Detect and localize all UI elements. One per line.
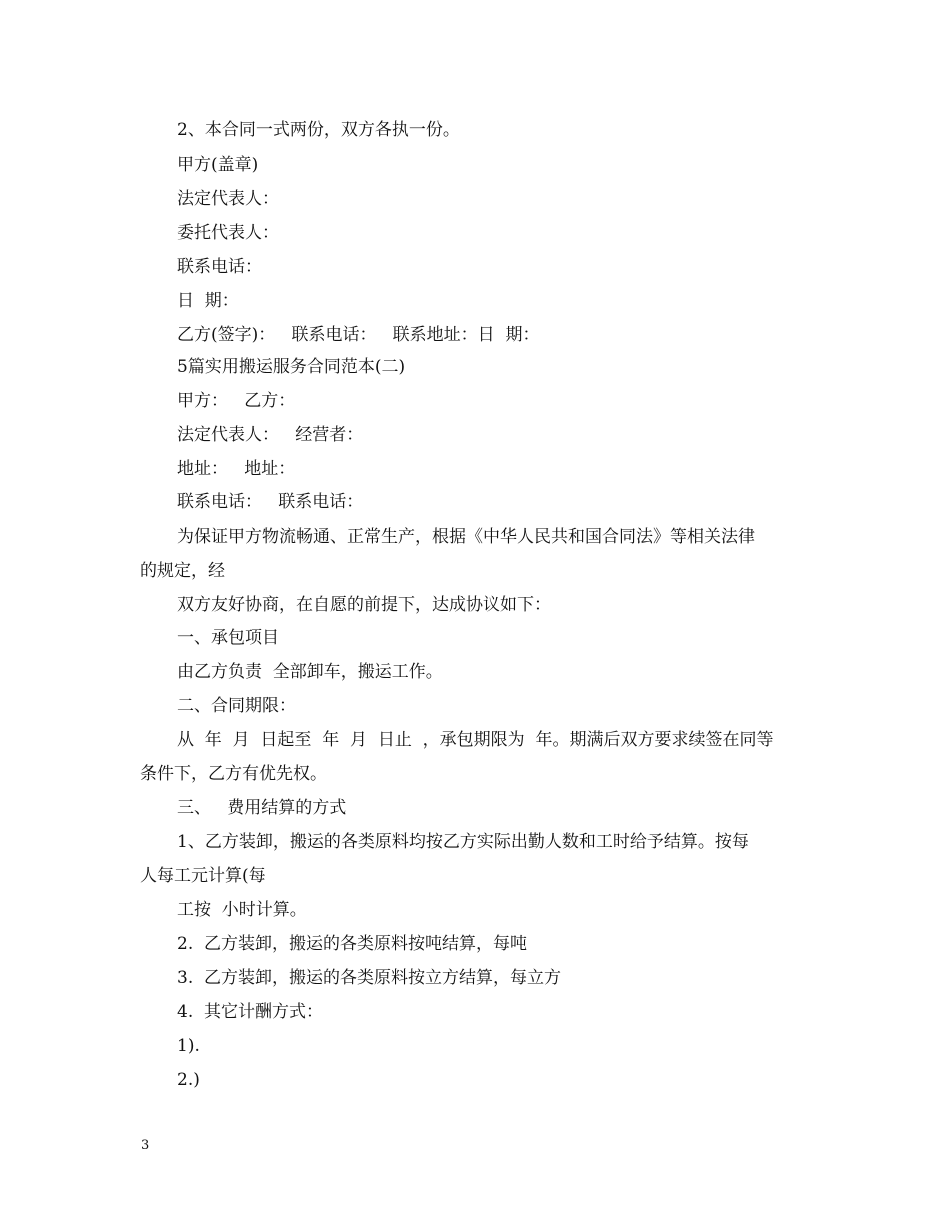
- date-line: 日 期：: [177, 291, 239, 311]
- clause-copies: 2、本合同一式两份，双方各执一份。: [177, 120, 460, 140]
- party-a-seal: 甲方(盖章): [177, 155, 259, 175]
- representatives-line: 法定代表人： 经营者：: [177, 425, 364, 445]
- preamble-line-2: 的规定，经: [140, 561, 225, 581]
- section-heading: 5篇实用搬运服务合同范本(二): [177, 357, 406, 377]
- clause-2-text-2: 条件下，乙方有优先权。: [140, 764, 327, 784]
- clause-3-item-1-line-2: 人每工元计算(每: [140, 866, 266, 886]
- clause-3-item-1-line-3: 工按 小时计算。: [177, 900, 307, 920]
- preamble-line-3: 双方友好协商，在自愿的前提下，达成协议如下：: [177, 595, 551, 615]
- clause-heading-2: 二、合同期限：: [177, 696, 296, 716]
- address-line: 地址： 地址：: [177, 459, 296, 479]
- contact-phone: 联系电话：: [177, 257, 262, 277]
- sub-item-2: 2.): [177, 1070, 200, 1090]
- legal-representative: 法定代表人：: [177, 189, 279, 209]
- authorized-representative: 委托代表人：: [177, 223, 279, 243]
- clause-2-text-1: 从 年 月 日起至 年 月 日止 ，承包期限为 年。期满后双方要求续签在同等: [177, 730, 774, 750]
- sub-item-1: 1).: [177, 1036, 200, 1056]
- parties-line: 甲方： 乙方：: [177, 391, 296, 411]
- preamble-line-1: 为保证甲方物流畅通、正常生产，根据《中华人民共和国合同法》等相关法律: [177, 527, 755, 547]
- clause-3-item-4: 4. 其它计酬方式：: [177, 1002, 324, 1022]
- clause-1-text: 由乙方负责 全部卸车，搬运工作。: [177, 662, 443, 682]
- phones-line: 联系电话： 联系电话：: [177, 492, 364, 512]
- clause-heading-1: 一、承包项目: [177, 628, 279, 648]
- clause-3-item-2: 2. 乙方装卸，搬运的各类原料按吨结算，每吨: [177, 934, 528, 954]
- page-number: 3: [141, 1138, 150, 1153]
- party-b-signature-line: 乙方(签字)： 联系电话： 联系地址：日 期：: [177, 325, 540, 345]
- clause-3-item-3: 3. 乙方装卸，搬运的各类原料按立方结算，每立方: [177, 968, 562, 988]
- clause-heading-3: 三、 费用结算的方式: [177, 798, 347, 818]
- clause-3-item-1-line-1: 1、乙方装卸，搬运的各类原料均按乙方实际出勤人数和工时给予结算。按每: [177, 832, 749, 852]
